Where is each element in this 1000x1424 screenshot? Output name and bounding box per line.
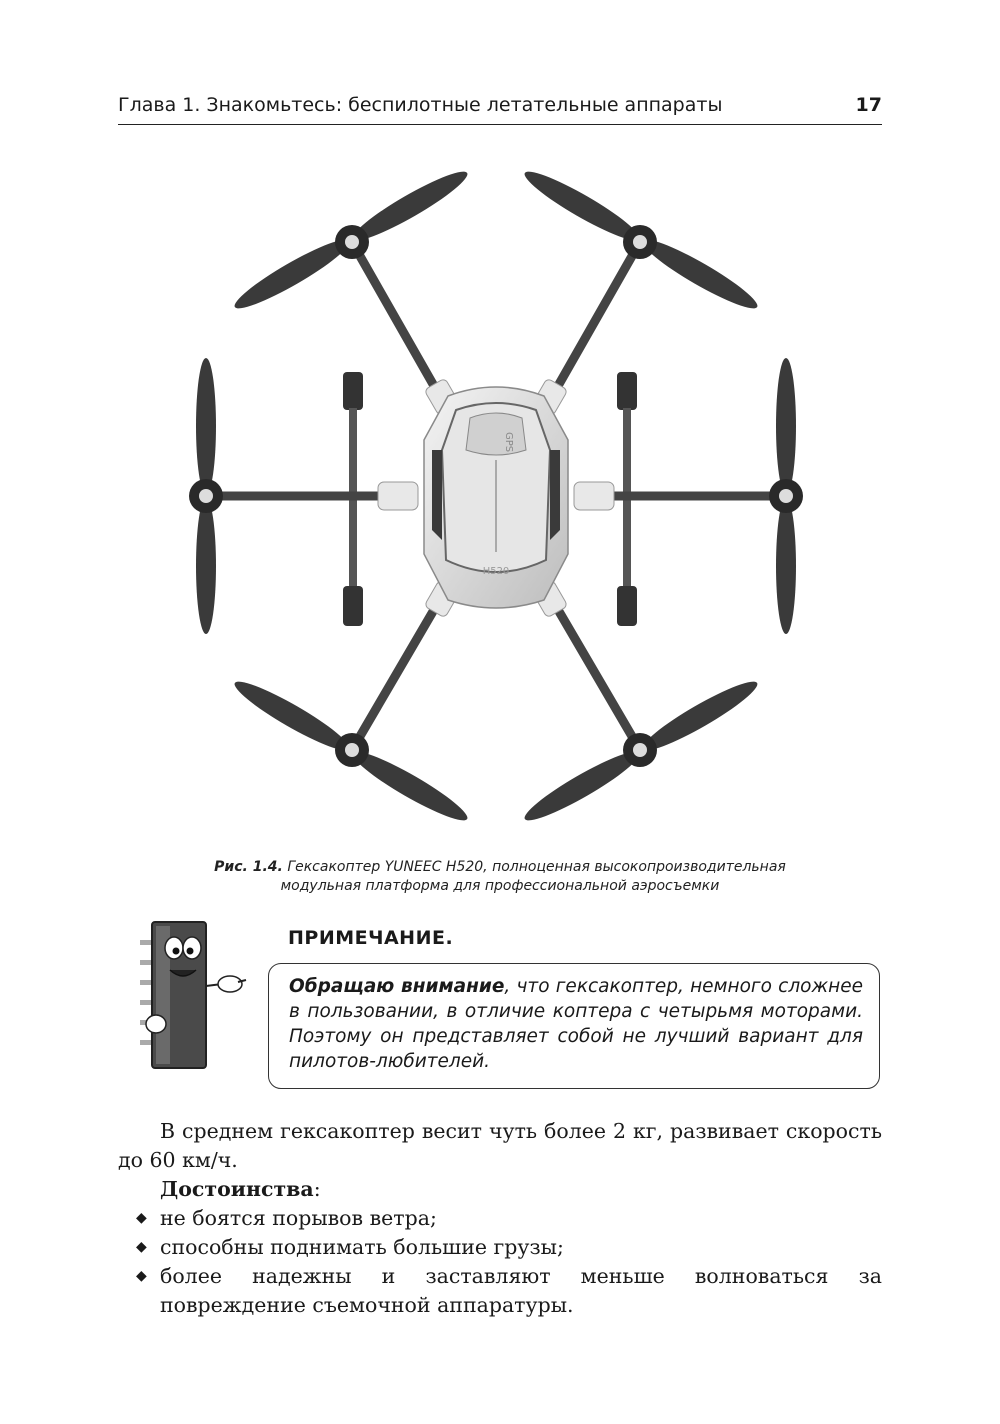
note-text: , что гексакоптер, немного сложнее в пользовании, в отличие коптера с четырьмя моторами. Поэтому он представляет собой не лучший вариант для пилотов-любителей.	[289, 976, 863, 1072]
body-text	[118, 1117, 882, 1320]
advantages-heading-text: Достоинства	[160, 1177, 314, 1201]
note-box	[268, 963, 880, 1089]
caption-label: Рис. 1.4.	[214, 859, 283, 875]
caption-line1: Гексакоптер YUNEEC H520, полноценная высокопроизводительная	[287, 859, 786, 875]
list-item	[136, 1204, 882, 1233]
hexacopter-illustration	[180, 160, 820, 850]
caption-line2: модульная платформа для профессиональной аэросъемки	[280, 878, 720, 894]
advantages-colon: :	[313, 1177, 321, 1201]
mascot-chip-character	[138, 918, 248, 1073]
list-item-text: способны поднимать большие грузы;	[160, 1235, 564, 1259]
note-emphasis: Обращаю внимание	[289, 976, 505, 997]
bullet-icon: ◆	[136, 1239, 147, 1255]
list-item-text: более надежны и заставляют меньше волноваться за повреждение съемочной аппаратуры.	[160, 1264, 882, 1317]
drone-body	[424, 387, 568, 608]
model-label: H520	[482, 566, 510, 577]
hexacopter-figure	[180, 160, 820, 850]
advantages-list	[118, 1204, 882, 1320]
page-header	[118, 94, 882, 125]
gps-label: GPS	[503, 432, 514, 453]
list-item	[136, 1262, 882, 1320]
list-item	[136, 1233, 882, 1262]
bullet-icon: ◆	[136, 1210, 147, 1226]
figure-caption	[150, 858, 850, 896]
page-number: 17	[855, 94, 882, 116]
note-title: ПРИМЕЧАНИЕ.	[288, 927, 454, 949]
advantages-heading	[118, 1175, 882, 1204]
body-paragraph: В среднем гексакоптер весит чуть более 2 кг, развивает скорость до 60 км/ч.	[118, 1119, 882, 1172]
bullet-icon: ◆	[136, 1268, 147, 1284]
chapter-title: Глава 1. Знакомьтесь: беспилотные летательные аппараты	[118, 94, 723, 116]
list-item-text: не боятся порывов ветра;	[160, 1206, 437, 1230]
